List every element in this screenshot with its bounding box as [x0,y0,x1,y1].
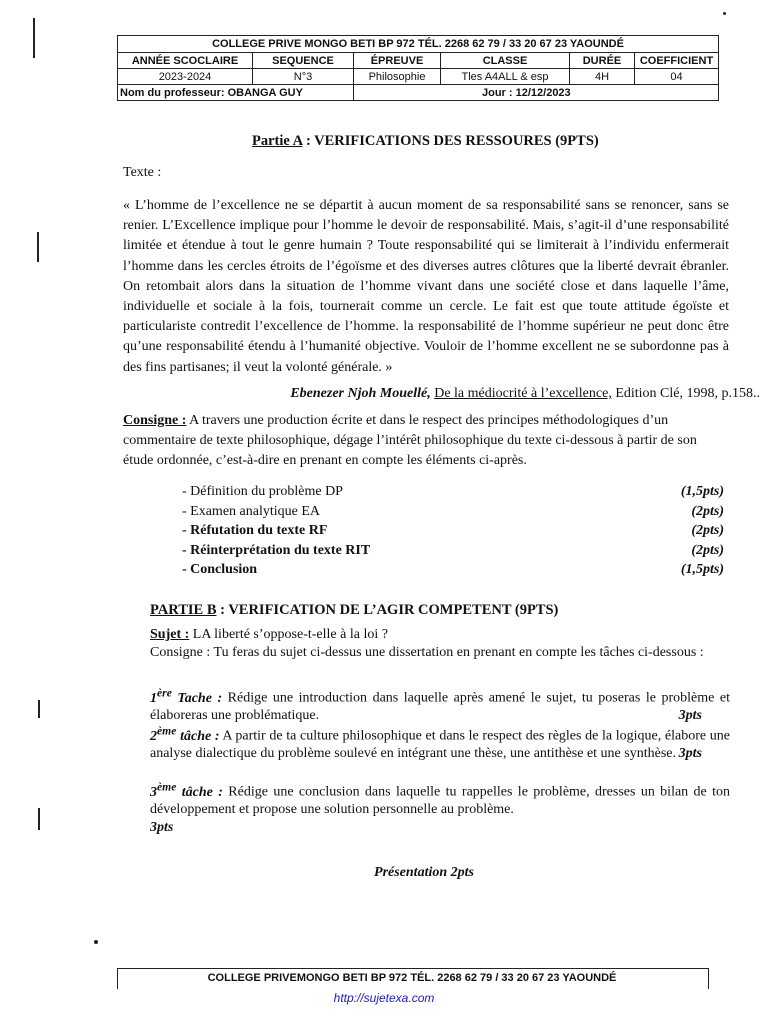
scan-mark [38,808,40,830]
text-reference [240,384,760,404]
ref-author: Ebenezer Njoh Mouellé, [290,386,431,401]
item-label: - Réinterprétation du texte RIT [182,542,371,558]
task-text: A partir de ta culture philosophique et dans le respect des règles de la logique, élabore une analyse dialectique du problème soulevé en intégrant une thèse, une antithèse et une synthèse. [150,728,731,762]
value-duree: 4H [570,69,635,85]
quoted-text: « L’homme de l’excellence ne se départit à aucun moment de sa responsabilité sans se renoncer, sans se renier. L’Excellence implique pour l’homme le devoir de responsabilité. Mais, s’agit-il d’une responsabilité limitée et étendue à tout le genre humain ? Toute responsabilité qui se limiterait à l’individu enfermerait l’homme dans les cercles étroits de l’égoïsme et des diverses autres clôtures que la liberté devrait ébranler. On retombait alors dans la situation de l’homme vivant dans une société close et dans laquelle l’âme, individuelle et sociale à la fois, tournerait comme un cercle. Le fait est que toute attitude égoïste et particulariste contredit l’excellence de l’homme. la responsabilité de l’homme supérieur ne peut donc être qu’une responsabilité étendu à l’humanité objective. Vouloir de l’homme excellent ne se subordonne pas à des fins partisanes; il veut la volonté générale. » [123,198,729,375]
list-item [182,482,724,502]
item-points: (2pts) [691,542,724,558]
value-classe: Tles A4ALL & esp [441,69,570,85]
scan-mark [94,940,98,944]
school-header: COLLEGE PRIVE MONGO BETI BP 972 TÉL. 2268 62 79 / 33 20 67 23 YAOUNDÉ [118,36,719,53]
task-2 [150,722,730,763]
part-b-sujet [150,626,730,662]
exam-day: Jour : 12/12/2023 [354,85,719,101]
task-3 [150,778,730,836]
header-table [117,35,719,101]
scan-mark [33,18,35,58]
list-item [182,502,724,522]
part-a-consigne [123,411,723,471]
task-word: Tache : [171,690,223,706]
sujet-label: Sujet : [150,627,190,642]
task-points: 3pts [150,819,174,835]
task-number: 1 [150,690,157,706]
task-sup: ème [157,780,177,793]
scan-mark [37,232,39,262]
presentation-points: Présentation 2pts [374,865,474,880]
task-label [150,724,220,744]
item-points: (2pts) [691,503,724,519]
item-label: - Réfutation du texte RF [182,523,328,538]
task-text: Rédige une conclusion dans laquelle tu rappelles le problème, dresses un bilan de ton développement et propose une solution personnelle au problème. [150,784,731,818]
value-sequence: N°3 [253,69,354,85]
value-annee: 2023-2024 [118,69,253,85]
task-word: tâche : [176,728,220,744]
part-a-heading: : VERIFICATIONS DES RESSOURES (9PTS) [302,133,599,149]
task-sup: ème [157,724,177,737]
item-label: - Examen analytique EA [182,503,321,519]
part-b-heading: : VERIFICATION DE L’AGIR COMPETENT (9PTS) [216,602,559,618]
consigne-label: Consigne : [123,413,187,428]
task-text: Rédige une introduction dans laquelle après amené le sujet, tu poseras le problème et élaboreras une problématique. [150,690,730,724]
ref-title: De la médiocrité à l’excellence, [434,386,612,401]
part-a-title [252,133,599,150]
task-number: 2 [150,728,157,744]
col-sequence: SEQUENCE [253,53,354,69]
task-sup: ère [157,686,172,699]
item-points: (1,5pts) [680,562,724,577]
part-b-consigne: Consigne : Tu feras du sujet ci-dessus une dissertation en prenant en compte les tâches ci-dessous : [150,645,704,660]
col-duree: DURÉE [570,53,635,69]
col-coefficient: COEFFICIENT [635,53,719,69]
item-label: - Définition du problème DP [182,484,343,499]
list-item [182,521,724,541]
teacher-name: Nom du professeur: OBANGA GUY [118,85,354,101]
value-coefficient: 04 [635,69,719,85]
ref-rest: Edition Clé, 1998, p.158.. [611,386,760,401]
part-b-title [150,602,558,619]
list-item [182,541,724,561]
consigne-text: A travers une production écrite et dans le respect des principes méthodologiques d’un commentaire de texte philosophique, dégage l’intérêt philosophique du texte ci-dessous à partir de son étude ordonnée, c’est-à-dire en prenant en compte les éléments ci-après. [123,413,697,468]
texte-label: Texte : [123,165,162,180]
scan-mark [38,700,40,718]
footer-school: COLLEGE PRIVEMONGO BETI BP 972 TÉL. 2268 62 79 / 33 20 67 23 YAOUNDÉ [207,972,617,984]
task-number: 3 [150,784,157,800]
task-1 [150,684,730,725]
item-points: (1,5pts) [680,484,724,499]
list-item [182,560,724,580]
task-word: tâche : [176,784,223,800]
col-annee: ANNÉE SCOCLAIRE [118,53,253,69]
sujet-text: LA liberté s’oppose-t-elle à la loi ? [189,627,388,642]
part-a-label: Partie A [252,133,303,149]
task-label [150,780,223,800]
part-b-label: PARTIE B [150,602,217,618]
footer-link[interactable]: http://sujetexa.com [333,991,435,1005]
task-label [150,686,223,706]
col-classe: CLASSE [441,53,570,69]
item-label: - Conclusion [182,562,258,577]
col-epreuve: ÉPREUVE [354,53,441,69]
task-points: 3pts [678,708,702,724]
item-points: (2pts) [691,523,724,538]
value-epreuve: Philosophie [354,69,441,85]
scan-mark [723,12,726,15]
task-points: 3pts [678,746,702,762]
evaluation-items [182,482,724,580]
